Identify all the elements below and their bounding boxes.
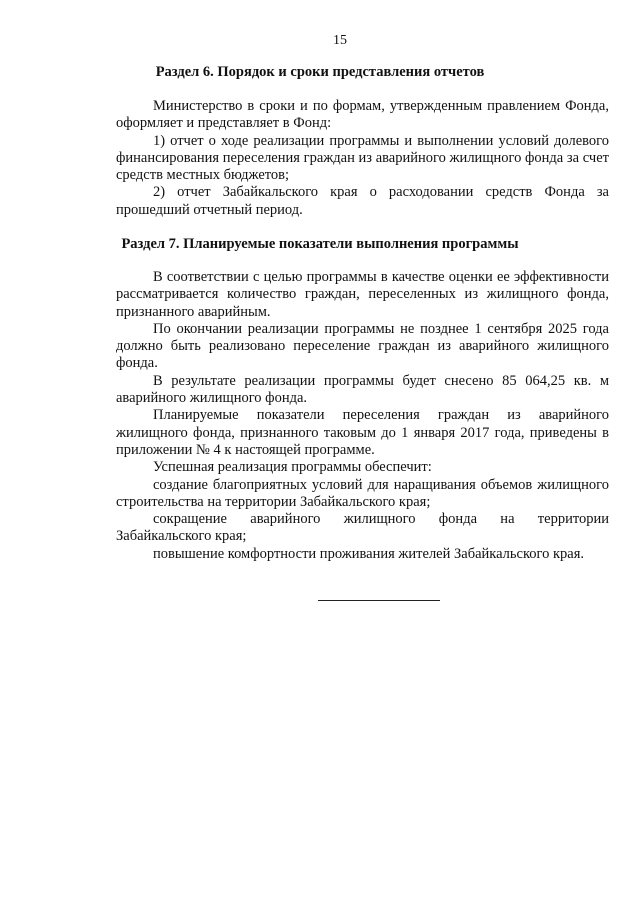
section-7-paragraph: сокращение аварийного жилищного фонда на территории Забайкальского края; bbox=[116, 511, 609, 545]
section-7-paragraph: В соответствии с целью программы в качестве оценки ее эффективности рассматривается количество граждан, переселенных из жилищного фонда, признанного аварийным. bbox=[116, 269, 609, 320]
section-7-paragraph: создание благоприятных условий для наращивания объемов жилищного строительства на территории Забайкальского края; bbox=[116, 476, 609, 510]
section-7-paragraph: Планируемые показатели переселения граждан из аварийного жилищного фонда, признанного таковым до 1 января 2017 года, приведены в приложении № 4 к настоящей программе. bbox=[116, 407, 609, 458]
section-7-body bbox=[116, 269, 609, 563]
section-6-paragraph: Министерство в сроки и по формам, утвержденным правлением Фонда, оформляет и представляет в Фонд: bbox=[116, 98, 609, 132]
section-6-body bbox=[116, 98, 609, 219]
section-6-paragraph: 1) отчет о ходе реализации программы и выполнении условий долевого финансирования переселения граждан из аварийного жилищного фонда за счет средств местных бюджетов; bbox=[116, 132, 609, 184]
section-7-paragraph: Успешная реализация программы обеспечит: bbox=[153, 459, 432, 476]
section-6-paragraph: 2) отчет Забайкальского края о расходовании средств Фонда за прошедший отчетный период. bbox=[116, 184, 609, 218]
page-number: 15 bbox=[333, 33, 347, 48]
section-7-paragraph: В результате реализации программы будет снесено 85 064,25 кв. м аварийного жилищного фонда. bbox=[116, 372, 609, 407]
section-7-heading: Раздел 7. Планируемые показатели выполнения программы bbox=[121, 236, 519, 252]
section-7-paragraph: По окончании реализации программы не позднее 1 сентября 2025 года должно быть реализовано переселение граждан из аварийного жилищного фонда. bbox=[116, 320, 609, 372]
section-7-paragraph: повышение комфортности проживания жителей Забайкальского края. bbox=[153, 545, 584, 562]
end-divider-line bbox=[318, 600, 440, 601]
section-6-heading: Раздел 6. Порядок и сроки представления отчетов bbox=[155, 64, 485, 80]
